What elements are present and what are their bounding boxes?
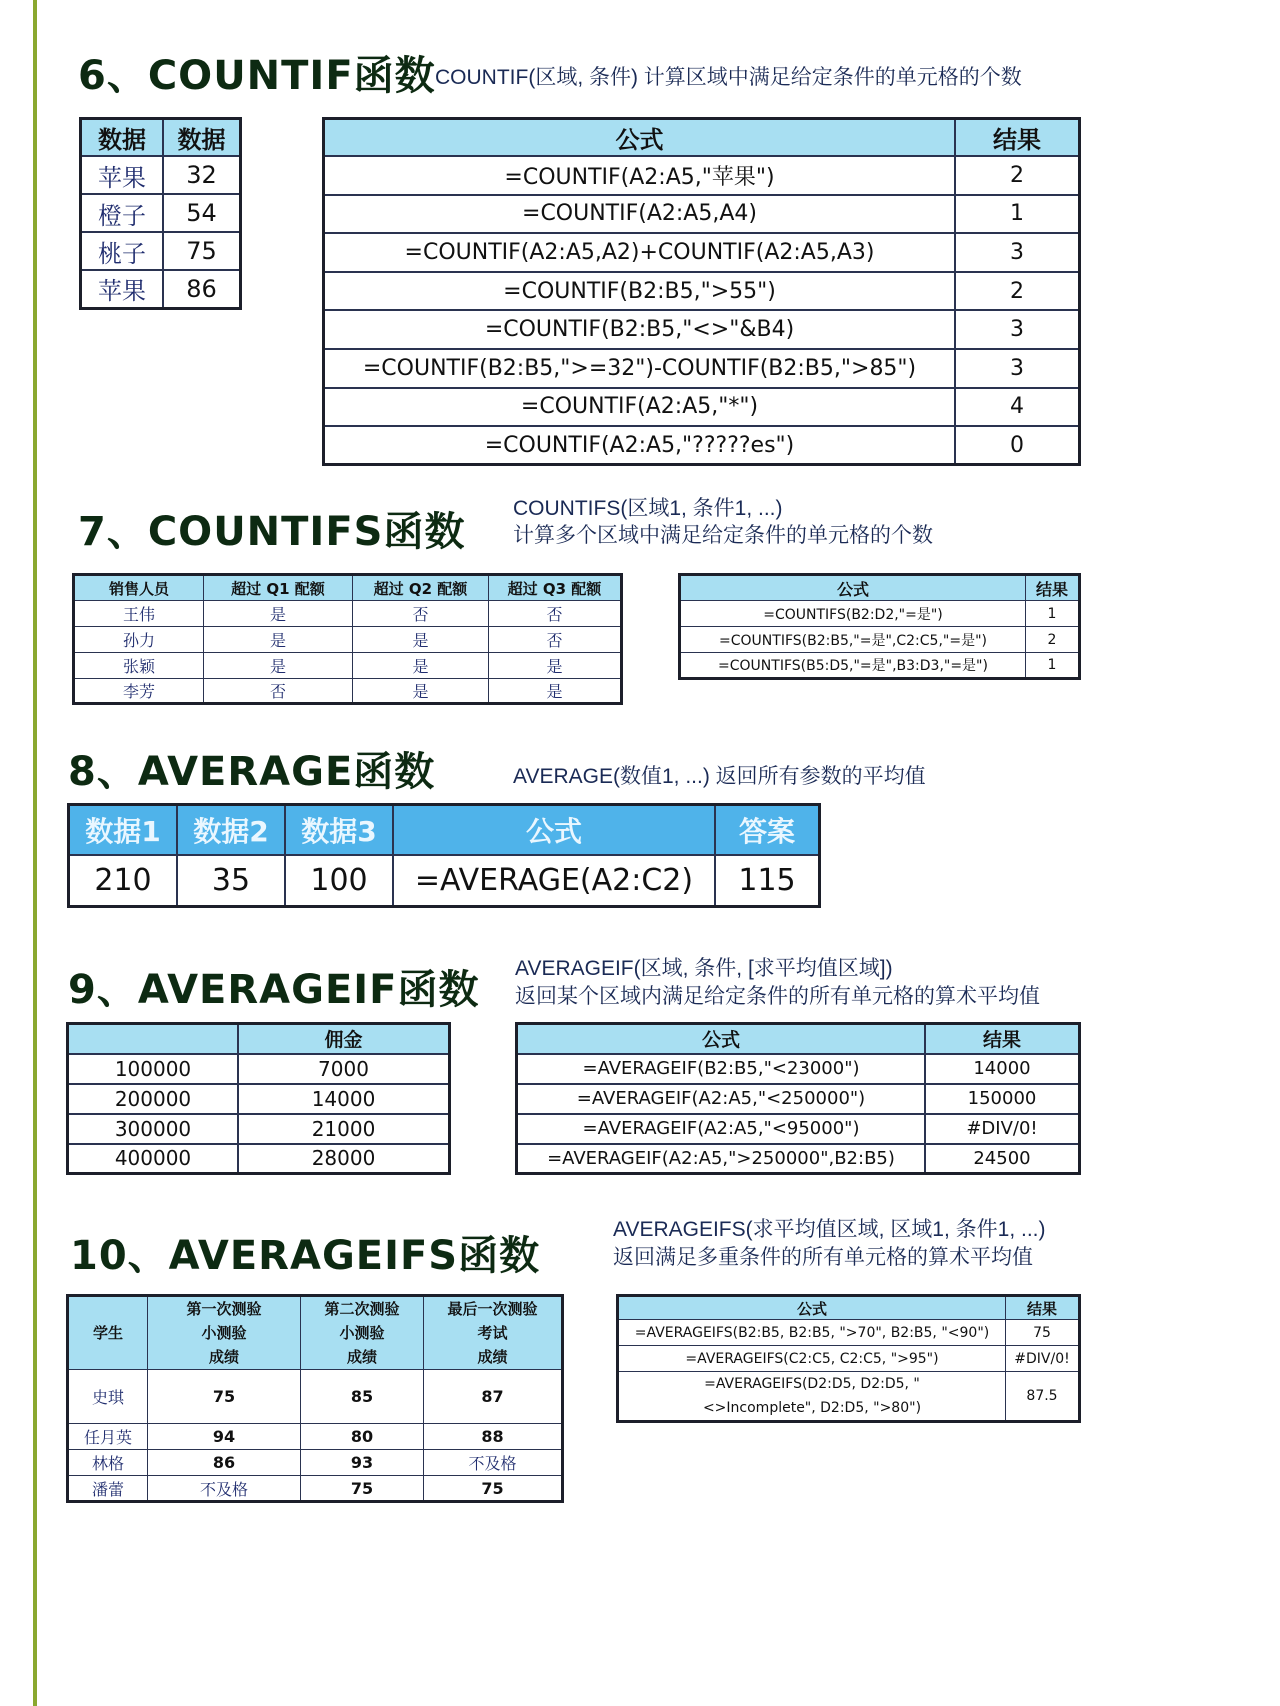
formula-cell: =AVERAGEIFS(B2:B5, B2:B5, ">70", B2:B5, "<90"): [618, 1320, 1006, 1346]
result-cell: 4: [955, 388, 1080, 427]
column-header: 公式: [393, 805, 715, 855]
header-line: 成绩: [477, 1348, 508, 1366]
table-cell: 75: [148, 1370, 301, 1424]
table-cell: 张颖: [74, 653, 204, 679]
header-line: 小测验: [201, 1324, 247, 1342]
table-row: [68, 1476, 563, 1502]
header-line: 最后一次测验: [447, 1300, 538, 1318]
table-cell: 87: [424, 1370, 563, 1424]
result-cell: #DIV/0!: [1006, 1346, 1080, 1372]
table-row: [618, 1372, 1080, 1422]
table-cell: 是: [204, 627, 353, 653]
table-cell: 是: [353, 653, 489, 679]
section-title-averageifs: 10、AVERAGEIFS函数: [70, 1233, 541, 1279]
table-cell: 潘蕾: [68, 1476, 148, 1502]
table-cell: 35: [177, 855, 285, 907]
column-header: 数据3: [285, 805, 393, 855]
header-line: 第二次测验: [324, 1300, 400, 1318]
table-row: [74, 627, 622, 653]
column-header: 数据2: [177, 805, 285, 855]
table-cell: 210: [69, 855, 178, 907]
formula-cell: =AVERAGEIFS(D2:D5, D2:D5, "<>Incomplete", D2:D5, ">80"): [618, 1372, 1006, 1422]
formula-cell: =AVERAGEIF(A2:A5,">250000",B2:B5): [517, 1144, 926, 1174]
table-cell: 是: [489, 653, 622, 679]
section-title-countifs: 7、COUNTIFS函数: [78, 509, 466, 555]
column-header: 答案: [715, 805, 820, 855]
column-header: 超过 Q1 配额: [204, 575, 353, 601]
header-line: 成绩: [346, 1348, 377, 1366]
section-title-average: 8、AVERAGE函数: [68, 749, 436, 795]
table-cell: 苹果: [81, 270, 164, 308]
table-row: [74, 653, 622, 679]
result-cell: 150000: [925, 1084, 1080, 1114]
countif-formula-table: [322, 117, 1081, 466]
result-cell: #DIV/0!: [925, 1114, 1080, 1144]
column-header: 公式: [680, 575, 1026, 601]
result-cell: 75: [1006, 1320, 1080, 1346]
table-cell: 任月英: [68, 1424, 148, 1450]
column-header: 结果: [925, 1024, 1080, 1054]
table-cell: 否: [204, 679, 353, 704]
column-header: 数据: [163, 119, 241, 157]
header-line: 考试: [477, 1324, 508, 1342]
table-row: [517, 1084, 1080, 1114]
table-row: [324, 272, 1080, 311]
table-row: [618, 1320, 1080, 1346]
table-row: [68, 1424, 563, 1450]
table-cell: 橙子: [81, 194, 164, 232]
table-cell: 28000: [238, 1144, 450, 1174]
column-header: 数据: [81, 119, 164, 157]
result-cell: 1: [1026, 653, 1080, 679]
table-cell: 14000: [238, 1084, 450, 1114]
formula-cell: =COUNTIF(A2:A5,"苹果"): [324, 156, 956, 195]
table-row: [68, 1450, 563, 1476]
section-title-averageif: 9、AVERAGEIF函数: [68, 967, 480, 1013]
section-desc-averageif-line2: 返回某个区域内满足给定条件的所有单元格的算术平均值: [515, 985, 1040, 1008]
table-cell: 桃子: [81, 232, 164, 270]
table-cell: 300000: [68, 1114, 239, 1144]
column-header: [148, 1296, 301, 1370]
table-row: [81, 270, 241, 308]
table-cell: 孙力: [74, 627, 204, 653]
table-cell: 86: [148, 1450, 301, 1476]
table-row: [680, 627, 1080, 653]
table-row: [680, 601, 1080, 627]
header-line: 第一次测验: [186, 1300, 262, 1318]
column-header: 结果: [1006, 1296, 1080, 1320]
table-cell: 林格: [68, 1450, 148, 1476]
averageif-data-table: [66, 1022, 451, 1175]
section-desc-averageif-line1: AVERAGEIF(区域, 条件, [求平均值区域]): [515, 957, 893, 980]
table-cell: 是: [353, 627, 489, 653]
table-row: [68, 1054, 450, 1084]
table-row: [81, 194, 241, 232]
table-cell: 54: [163, 194, 241, 232]
result-cell: 1: [955, 195, 1080, 234]
table-cell: 400000: [68, 1144, 239, 1174]
table-row: [324, 426, 1080, 465]
table-row: [69, 855, 820, 907]
result-cell: 2: [955, 272, 1080, 311]
section-desc-average: AVERAGE(数值1, ...) 返回所有参数的平均值: [513, 765, 926, 788]
table-cell: 否: [353, 601, 489, 627]
table-row: [68, 1114, 450, 1144]
table-cell: 94: [148, 1424, 301, 1450]
result-cell: 3: [955, 349, 1080, 388]
table-cell: 是: [204, 601, 353, 627]
result-cell: 24500: [925, 1144, 1080, 1174]
column-header: 结果: [955, 119, 1080, 157]
averageifs-formula-table: [616, 1294, 1081, 1423]
table-cell: 21000: [238, 1114, 450, 1144]
result-cell: 87.5: [1006, 1372, 1080, 1422]
table-cell: 32: [163, 156, 241, 194]
header-line: 学生: [92, 1324, 123, 1342]
countifs-data-table: [72, 573, 623, 705]
formula-cell: =COUNTIF(B2:B5,"<>"&B4): [324, 310, 956, 349]
table-row: [324, 349, 1080, 388]
countif-data-table: [79, 117, 242, 310]
table-cell: 王伟: [74, 601, 204, 627]
table-row: [81, 232, 241, 270]
formula-cell: =AVERAGEIF(A2:A5,"<95000"): [517, 1114, 926, 1144]
section-desc-countifs-line2: 计算多个区域中满足给定条件的单元格的个数: [513, 524, 933, 547]
formula-cell: =COUNTIF(B2:B5,">55"): [324, 272, 956, 311]
table-row: [81, 156, 241, 194]
formula-cell: =COUNTIF(A2:A5,A4): [324, 195, 956, 234]
column-header: [68, 1296, 148, 1370]
table-cell: 否: [489, 627, 622, 653]
table-row: [618, 1346, 1080, 1372]
column-header: 数据1: [69, 805, 178, 855]
table-cell: 否: [489, 601, 622, 627]
result-cell: 1: [1026, 601, 1080, 627]
table-row: [74, 601, 622, 627]
formula-cell: =COUNTIFS(B5:D5,"=是",B3:D3,"=是"): [680, 653, 1026, 679]
table-cell: 75: [424, 1476, 563, 1502]
table-row: [74, 679, 622, 704]
formula-cell: =COUNTIFS(B2:B5,"=是",C2:C5,"=是"): [680, 627, 1026, 653]
table-row: [68, 1370, 563, 1424]
section-desc-averageifs-line1: AVERAGEIFS(求平均值区域, 区域1, 条件1, ...): [613, 1218, 1046, 1241]
table-row: [324, 195, 1080, 234]
column-header: 结果: [1026, 575, 1080, 601]
table-cell: 100000: [68, 1054, 239, 1084]
table-cell: 200000: [68, 1084, 239, 1114]
table-cell: 88: [424, 1424, 563, 1450]
table-row: [324, 156, 1080, 195]
table-row: [324, 233, 1080, 272]
formula-cell: =AVERAGEIFS(C2:C5, C2:C5, ">95"): [618, 1346, 1006, 1372]
table-cell: 93: [301, 1450, 424, 1476]
formula-cell: =AVERAGEIF(A2:A5,"<250000"): [517, 1084, 926, 1114]
column-header: 公式: [517, 1024, 926, 1054]
formula-cell: =COUNTIF(B2:B5,">=32")-COUNTIF(B2:B5,">85"): [324, 349, 956, 388]
column-header: 佣金: [238, 1024, 450, 1054]
formula-cell: =COUNTIFS(B2:D2,"=是"): [680, 601, 1026, 627]
left-accent-bar: [33, 0, 37, 1706]
table-row: [680, 653, 1080, 679]
formula-cell: =COUNTIF(A2:A5,A2)+COUNTIF(A2:A5,A3): [324, 233, 956, 272]
table-row: [68, 1144, 450, 1174]
averageif-formula-table: [515, 1022, 1081, 1175]
table-cell: 75: [301, 1476, 424, 1502]
table-row: [68, 1084, 450, 1114]
table-cell: 不及格: [148, 1476, 301, 1502]
table-cell: 是: [489, 679, 622, 704]
table-row: [517, 1144, 1080, 1174]
averageifs-data-table: [66, 1294, 564, 1503]
table-cell: 不及格: [424, 1450, 563, 1476]
result-cell: 2: [955, 156, 1080, 195]
formula-cell: =COUNTIF(A2:A5,"*"): [324, 388, 956, 427]
table-cell: 李芳: [74, 679, 204, 704]
table-cell: 80: [301, 1424, 424, 1450]
column-header: 公式: [618, 1296, 1006, 1320]
result-cell: 14000: [925, 1054, 1080, 1084]
countifs-formula-table: [678, 573, 1081, 680]
table-cell: 史琪: [68, 1370, 148, 1424]
column-header: [424, 1296, 563, 1370]
section-desc-countifs-line1: COUNTIFS(区域1, 条件1, ...): [513, 497, 783, 520]
table-row: [517, 1114, 1080, 1144]
result-cell: 0: [955, 426, 1080, 465]
section-title-countif: 6、COUNTIF函数: [78, 53, 436, 99]
result-cell: 115: [715, 855, 820, 907]
column-header: 超过 Q2 配额: [353, 575, 489, 601]
table-cell: 86: [163, 270, 241, 308]
column-header: [68, 1024, 239, 1054]
column-header: 公式: [324, 119, 956, 157]
result-cell: 3: [955, 233, 1080, 272]
formula-cell: =AVERAGEIF(B2:B5,"<23000"): [517, 1054, 926, 1084]
column-header: [301, 1296, 424, 1370]
header-line: 成绩: [208, 1348, 239, 1366]
result-cell: 3: [955, 310, 1080, 349]
section-desc-averageifs-line2: 返回满足多重条件的所有单元格的算术平均值: [613, 1246, 1033, 1269]
table-cell: 是: [204, 653, 353, 679]
table-cell: 75: [163, 232, 241, 270]
result-cell: 2: [1026, 627, 1080, 653]
table-cell: 100: [285, 855, 393, 907]
table-cell: 85: [301, 1370, 424, 1424]
column-header: 销售人员: [74, 575, 204, 601]
table-row: [324, 388, 1080, 427]
table-cell: 苹果: [81, 156, 164, 194]
formula-cell: =COUNTIF(A2:A5,"?????es"): [324, 426, 956, 465]
header-line: 小测验: [339, 1324, 385, 1342]
section-desc-countif: COUNTIF(区域, 条件) 计算区域中满足给定条件的单元格的个数: [435, 66, 1022, 89]
table-row: [517, 1054, 1080, 1084]
table-row: [324, 310, 1080, 349]
average-table: [67, 803, 821, 908]
column-header: 超过 Q3 配额: [489, 575, 622, 601]
table-cell: 7000: [238, 1054, 450, 1084]
table-cell: 是: [353, 679, 489, 704]
formula-cell: =AVERAGE(A2:C2): [393, 855, 715, 907]
